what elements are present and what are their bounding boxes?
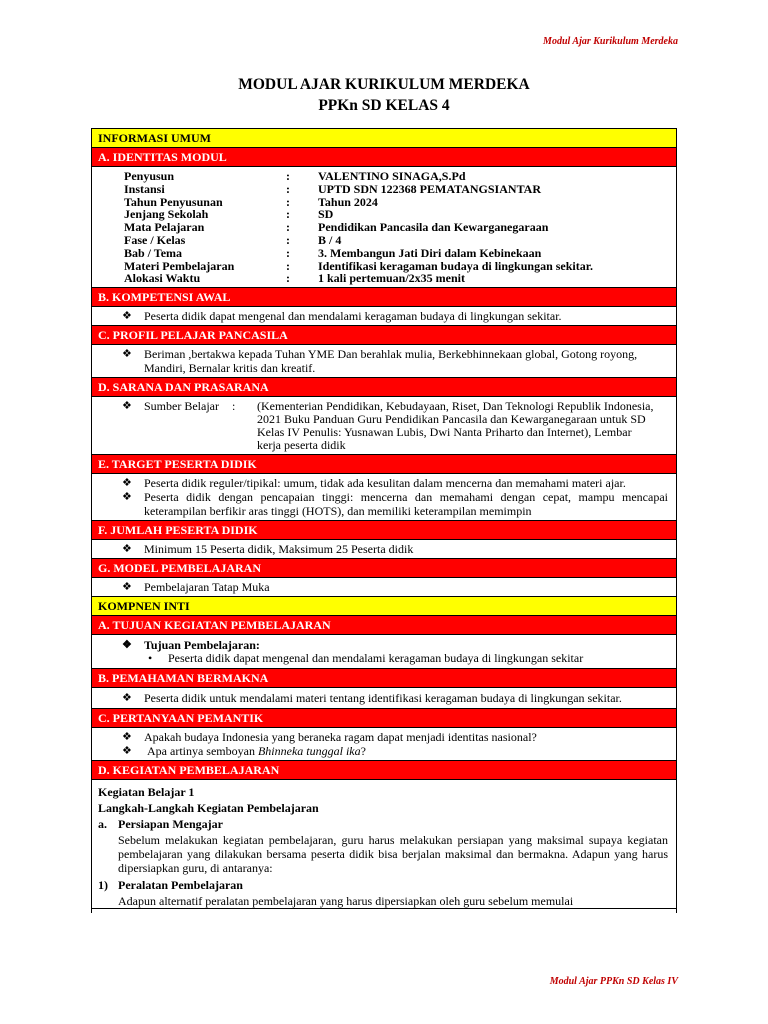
- jumlah-text: Minimum 15 Peserta didik, Maksimum 25 Peserta didik: [144, 542, 414, 557]
- kegiatan-belajar-title: Kegiatan Belajar 1: [98, 785, 195, 800]
- colon: :: [286, 220, 290, 235]
- diamond-bullet-icon: ❖: [122, 477, 132, 490]
- identitas-row: [124, 272, 676, 285]
- running-footer: Modul Ajar PPKn SD Kelas IV: [549, 976, 678, 987]
- identitas-row: [124, 170, 676, 183]
- identitas-value: Identifikasi keragaman budaya di lingkungan sekitar.: [318, 258, 593, 273]
- target-box: [92, 474, 676, 521]
- diamond-bullet-icon: ❖: [122, 543, 132, 556]
- identitas-value: Tahun 2024: [318, 194, 378, 209]
- identitas-value: Pendidikan Pancasila dan Kewarganegaraan: [318, 220, 549, 235]
- dot-bullet-icon: •: [148, 651, 153, 666]
- model-box: [92, 578, 676, 597]
- module-table: [91, 128, 677, 913]
- identitas-key: Fase / Kelas: [124, 232, 186, 247]
- jumlah-box: [92, 540, 676, 559]
- identitas-key: Penyusun: [124, 169, 175, 183]
- pertanyaan-2-italic: Bhinneka tunggal ika: [257, 744, 361, 759]
- peralatan-text: Adapun alternatif peralatan pembelajaran yang harus dipersiapkan oleh guru sebelum memulai: [92, 894, 676, 909]
- identitas-value: VALENTINO SINAGA,S.Pd: [318, 169, 466, 183]
- section-komponen-inti: KOMPNEN INTI: [92, 597, 676, 616]
- section-jumlah-peserta: F. JUMLAH PESERTA DIDIK: [92, 521, 676, 540]
- profil-box: [92, 345, 676, 378]
- section-model-pembelajaran: G. MODEL PEMBELAJARAN: [92, 559, 676, 578]
- diamond-bullet-icon: ❖: [122, 400, 132, 413]
- sumber-belajar-label: Sumber Belajar: [144, 399, 219, 414]
- identitas-value: SD: [318, 207, 334, 222]
- identitas-value: B / 4: [318, 232, 342, 247]
- section-kegiatan-pembelajaran: D. KEGIATAN PEMBELAJARAN: [92, 761, 676, 780]
- tujuan-item: Peserta didik dapat mengenal dan mendalami keragaman budaya di lingkungan sekitar: [168, 651, 584, 666]
- diamond-bullet-icon: ❖: [122, 745, 132, 758]
- sarana-box: [92, 397, 676, 455]
- pertanyaan-1: Apakah budaya Indonesia yang beraneka ragam dapat menjadi identitas nasional?: [144, 730, 537, 745]
- tujuan-box: [92, 635, 676, 669]
- kompetensi-box: [92, 307, 676, 326]
- pemahaman-text: Peserta didik untuk mendalami materi tentang identifikasi keragaman budaya di lingkungan sekitar.: [144, 691, 622, 706]
- colon: :: [286, 271, 290, 286]
- kompetensi-text: Peserta didik dapat mengenal dan mendalami keragaman budaya di lingkungan sekitar.: [144, 309, 562, 324]
- colon: :: [286, 194, 290, 209]
- kegiatan-box: [92, 780, 676, 913]
- section-identitas-modul: A. IDENTITAS MODUL: [92, 148, 676, 167]
- section-pemahaman-bermakna: B. PEMAHAMAN BERMAKNA: [92, 669, 676, 688]
- section-profil-pelajar: C. PROFIL PELAJAR PANCASILA: [92, 326, 676, 345]
- pemahaman-box: [92, 688, 676, 709]
- diamond-bullet-icon: ❖: [122, 581, 132, 594]
- section-sarana-prasarana: D. SARANA DAN PRASARANA: [92, 378, 676, 397]
- diamond-bullet-icon: ❖: [122, 348, 132, 361]
- identitas-row: [124, 247, 676, 260]
- diamond-bullet-icon: ❖: [122, 731, 132, 744]
- colon: :: [232, 399, 236, 414]
- diamond-bullet-icon: ❖: [122, 310, 132, 323]
- document-title: [0, 74, 768, 116]
- section-tujuan-kegiatan: A. TUJUAN KEGIATAN PEMBELAJARAN: [92, 616, 676, 635]
- identitas-row: [124, 183, 676, 196]
- pertanyaan-2-prefix: Apa artinya semboyan: [147, 744, 258, 759]
- persiapan-text: Sebelum melakukan kegiatan pembelajaran, guru harus melakukan persiapan yang maksimal supaya kegiatan pembelajaran yang dilakukan bersama peserta didik bisa berjalan maksimal dan bermakna. Adapun yang harus dipersiapkan guru, di antaranya:: [118, 833, 668, 876]
- identitas-key: Materi Pembelajaran: [124, 258, 235, 273]
- identitas-key: Jenjang Sekolah: [124, 207, 209, 222]
- profil-text: Beriman ,bertakwa kepada Tuhan YME Dan berahlak mulia, Berkebhinnekaan global, Gotong royong, Mandiri, Bernalar kritis dan kreatif.: [144, 347, 638, 376]
- diamond-bullet-icon: ❖: [122, 491, 132, 504]
- section-pertanyaan-pemantik: C. PERTANYAAN PEMANTIK: [92, 709, 676, 728]
- identitas-key: Mata Pelajaran: [124, 220, 205, 235]
- pertanyaan-box: [92, 728, 676, 761]
- identitas-value: 1 kali pertemuan/2x35 menit: [318, 271, 465, 286]
- section-informasi-umum: INFORMASI UMUM: [92, 129, 676, 148]
- running-header: Modul Ajar Kurikulum Merdeka: [543, 36, 678, 47]
- identitas-row: [124, 221, 676, 234]
- langkah-title: Langkah-Langkah Kegiatan Pembelajaran: [98, 801, 319, 816]
- title-line-1: MODUL AJAR KURIKULUM MERDEKA: [238, 76, 530, 93]
- diamond-bullet-icon: ❖: [122, 639, 132, 652]
- item-number: 1): [98, 878, 108, 893]
- colon: :: [286, 232, 290, 247]
- persiapan-title: Persiapan Mengajar: [118, 817, 223, 832]
- section-target-peserta: E. TARGET PESERTA DIDIK: [92, 455, 676, 474]
- target-item: Peserta didik reguler/tipikal: umum, tidak ada kesulitan dalam mencerna dan memahami materi ajar.: [144, 476, 626, 491]
- diamond-bullet-icon: ❖: [122, 692, 132, 705]
- colon: :: [286, 181, 290, 196]
- colon: :: [286, 207, 290, 222]
- model-text: Pembelajaran Tatap Muka: [144, 580, 270, 595]
- identitas-key: Alokasi Waktu: [124, 271, 201, 286]
- identitas-key: Bab / Tema: [124, 245, 183, 260]
- identitas-row: [124, 234, 676, 247]
- identitas-value: 3. Membangun Jati Diri dalam Kebinekaan: [318, 245, 542, 260]
- section-kompetensi-awal: B. KOMPETENSI AWAL: [92, 288, 676, 307]
- tujuan-label: Tujuan Pembelajaran:: [144, 638, 260, 653]
- colon: :: [286, 245, 290, 260]
- item-number: a.: [98, 817, 107, 832]
- sumber-belajar-text: (Kementerian Pendidikan, Kebudayaan, Riset, Dan Teknologi Republik Indonesia, 2021 Buku Panduan Guru Pendidikan Pancasila dan Kewarganegaraan untuk SD Kelas IV Penulis: Yusnawan Lubis, Dwi Nanta Priharto dan Internet), Lembar kerja peserta didik: [257, 399, 654, 453]
- identitas-value: UPTD SDN 122368 PEMATANGSIANTAR: [318, 181, 542, 196]
- pertanyaan-2-suffix: ?: [360, 744, 366, 759]
- identitas-table: [92, 167, 676, 288]
- identitas-key: Instansi: [124, 181, 165, 196]
- colon: :: [286, 169, 290, 183]
- identitas-key: Tahun Penyusunan: [124, 194, 223, 209]
- colon: :: [286, 258, 290, 273]
- target-item: Peserta didik dengan pencapaian tinggi: mencerna dan memahami dengan cepat, mampu mencapai keterampilan berfikir aras tinggi (HOTS), dan memiliki keterampilan memimpin: [144, 490, 668, 519]
- title-line-2: PPKn SD KELAS 4: [318, 97, 450, 114]
- peralatan-title: Peralatan Pembelajaran: [118, 878, 243, 893]
- pertanyaan-2: [144, 744, 676, 758]
